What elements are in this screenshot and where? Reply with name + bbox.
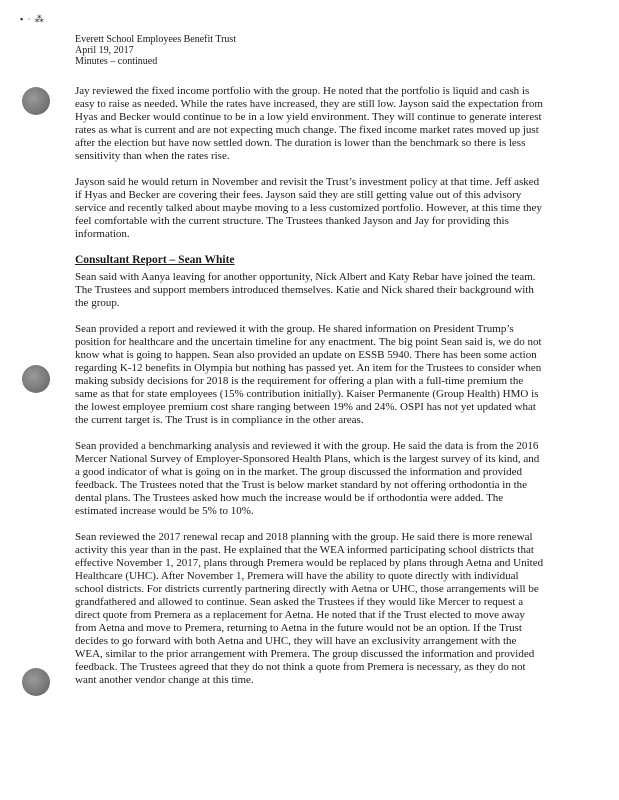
paragraph-fixed-income: Jay reviewed the fixed income portfolio with the group. He noted that the portfolio is liquid and cash is easy to raise as needed. While the rates have increased, they are still low. Jayson said the expectation from Hyas and Becker would continue to be in a low yield environment. They will continue to generate interest rates as what is current and are not expecting much change. The fixed income market rates moved up just after the election but have now settled down. The duration is lower than the benchmark so there is less sensitivity than when the rates rise.: [75, 85, 543, 162]
paragraph-benchmarking: Sean provided a benchmarking analysis and reviewed it with the group. He said the data is from the 2016 Mercer National Survey of Employer-Sponsored Health Plans, which is the largest survey of its kind, and a good indicator of what is going on in the market. The group discussed the information and provided feedback. The Trustees noted that the Trust is below market standard by not offering orthodontia in the dental plans. The Trustees asked how much the increase would be if orthodontia were added. The estimated increase would be 5% to 10%.: [75, 440, 540, 517]
document-header: [75, 34, 236, 67]
document-body: [75, 85, 545, 700]
paragraph-investment-policy: Jayson said he would return in November and revisit the Trust’s investment policy at that time. Jeff asked if Hyas and Becker are covering their fees. Jayson said they are still getting value out of this advisory service and recently talked about maybe moving to a less customized portfolio. However, at this time they feel comfortable with the current structure. The Trustees thanked Jayson and Jay for providing this information.: [75, 176, 542, 240]
punch-hole-bottom: [22, 668, 50, 696]
scan-mark: ▪ · ⁂: [20, 14, 45, 24]
org-name: Everett School Employees Benefit Trust: [75, 34, 237, 45]
paragraph-renewal-recap: Sean reviewed the 2017 renewal recap and 2018 planning with the group. He said there is more renewal activity this year than in the past. He explained that the WEA informed participating school districts that effective November 1, 2017, plans through Premera would be replaced by plans through Aetna and United Healthcare (UHC). After November 1, Premera will have the ability to quote directly with individual school districts. For districts currently partnering directly with Aetna or UHC, those arrangements will be grandfathered and allowed to continue. Sean asked the Trustees if they would like Mercer to request a direct quote from Premera as a replacement for Aetna. He noted that if the Trust elected to move away from Aetna and move to Premera, returning to Aetna in the future would not be an option. If the Trust decides to go forward with both Aetna and UHC, they will have an exclusivity arrangement with the WEA, similar to the prior arrangement with Premera. The group discussed the information and provided feedback. The Trustees agreed that they do not think a quote from Premera is necessary, as they do not want another vendor change at this time.: [75, 531, 544, 686]
document-subtitle: Minutes – continued: [75, 56, 158, 67]
meeting-date: April 19, 2017: [75, 45, 134, 56]
paragraph-healthcare-report: Sean provided a report and reviewed it with the group. He shared information on President Trump’s position for healthcare and the uncertain timeline for any enactment. The big point Sean said is, we do not know what is going to happen. Sean also provided an update on ESSB 5940. There has been some action regarding K-12 benefits in Olympia but nothing has passed yet. An item for the Trustees to consider when making subsidy decisions for 2018 is the requirement for offering a plan with a full-time premium the same as that for state employees (15% contribution initially). Kaiser Permanente (Group Health) HMO is the lowest employee premium cost share ranging between 19% and 24%. OSPI has not yet updated what the current target is. The Trust is in compliance in the other areas.: [75, 323, 542, 426]
punch-hole-top: [22, 87, 50, 115]
punch-hole-middle: [22, 365, 50, 393]
paragraph-team-changes: Sean said with Aanya leaving for another opportunity, Nick Albert and Katy Rebar have joined the team. The Trustees and support members introduced themselves. Katie and Nick shared their background with the group.: [75, 271, 536, 309]
section-heading: Consultant Report – Sean White: [75, 254, 235, 266]
